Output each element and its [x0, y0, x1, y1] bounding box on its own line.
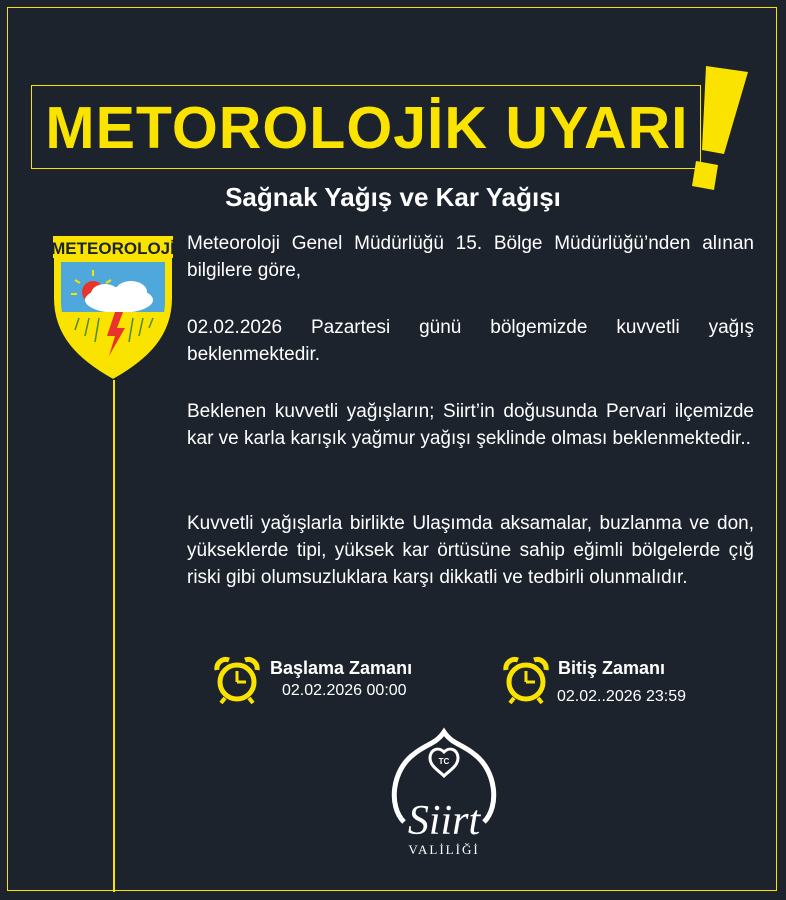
logo-subtitle: VALİLİĞİ	[408, 842, 480, 857]
alarm-clock-icon	[213, 656, 261, 704]
siirt-valiligi-logo	[380, 726, 510, 858]
badge-text: METEOROLOJİ	[51, 239, 175, 258]
start-time-label: Başlama Zamanı	[270, 658, 413, 678]
end-time-value: 02.02..2026 23:59	[557, 688, 687, 705]
paragraph-source: Meteoroloji Genel Müdürlüğü 15. Bölge Müdürlüğü’nden alınan bilgilere göre,	[187, 233, 754, 281]
alarm-clock-icon	[502, 656, 550, 704]
yellow-divider-line	[113, 380, 115, 892]
end-time-label: Bitiş Zamanı	[558, 658, 666, 678]
title-box	[31, 85, 701, 169]
paragraph-warning: Kuvvetli yağışlarla birlikte Ulaşımda aksamalar, buzlanma ve don, yükseklerde tipi, yüksek kar örtüsüne sahip eğimli bölgelerde çığ riski gibi olumsuzluklara karşı dikkatli ve tedbirli olunmalıdır.	[187, 513, 754, 588]
paragraph-expectation: Beklenen kuvvetli yağışların; Siirt’in doğusunda Pervari ilçemizde kar ve karla karışık yağmur yağışı şeklinde olması beklenmektedir..	[187, 401, 754, 449]
meteorology-shield-icon	[49, 232, 177, 382]
start-time-value: 02.02.2026 00:00	[282, 682, 407, 699]
exclamation-icon	[688, 66, 750, 196]
page-title: METOROLOJİK UYARI	[45, 95, 689, 161]
logo-wordmark: Siirt	[407, 798, 481, 844]
page-subtitle: Sağnak Yağış ve Kar Yağışı	[225, 182, 561, 212]
logo-badge: TC	[438, 757, 450, 766]
paragraph-date: 02.02.2026 Pazartesi günü bölgemizde kuvvetli yağış beklenmektedir.	[187, 317, 754, 365]
